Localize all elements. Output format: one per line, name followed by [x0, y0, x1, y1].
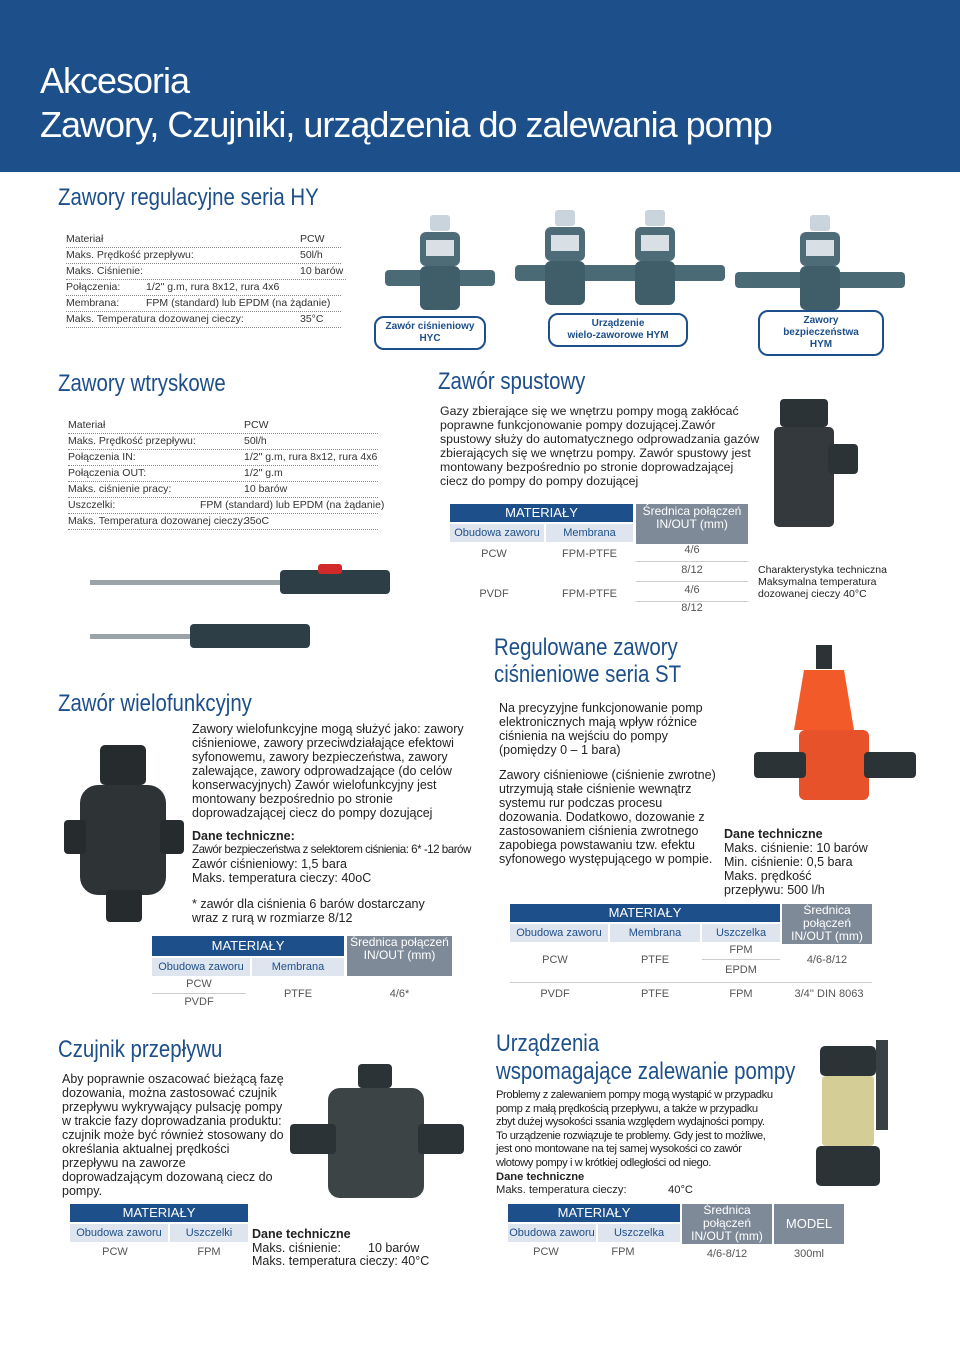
table-cell: FPM-PTFE — [562, 548, 617, 560]
column-header: Uszczelki — [170, 1224, 248, 1242]
table-header: MATERIAŁY — [70, 1204, 248, 1222]
column-header: Obudowa zaworu — [152, 958, 250, 976]
table-cell: FPM — [702, 944, 780, 960]
zalewanie-dane-title: Dane techniczne — [496, 1171, 585, 1183]
table-cell: PTFE — [283, 988, 313, 1000]
hyc-valve-image — [380, 210, 500, 320]
st-table — [510, 904, 872, 1004]
spec-row: Maks. Prędkość przepływu: 50l/h — [66, 248, 341, 264]
column-header: Membrana — [610, 924, 700, 942]
table-cell: 8/12 — [681, 602, 703, 614]
drain-valve-image — [770, 394, 860, 534]
wtryskowe-spec-list — [68, 418, 385, 530]
column-header: Membrana — [252, 958, 344, 976]
column-header: Średnica połączeń IN/OUT (mm) — [347, 936, 452, 976]
hym-safety-valve-image — [730, 210, 910, 320]
table-cell: PCW — [102, 1246, 128, 1258]
table-cell: 4/6-8/12 — [706, 1248, 748, 1260]
wtryskowe-title: Zawory wtryskowe — [58, 370, 226, 397]
table-cell: FPM — [611, 1246, 635, 1258]
column-header: Obudowa zaworu — [70, 1224, 168, 1242]
hy-spec-list — [66, 232, 346, 328]
table-cell: FPM — [197, 1246, 221, 1258]
wielofunkcyjny-dane-3: Maks. temperatura cieczy: 40oC — [192, 871, 372, 885]
hy-title: Zawory regulacyjne seria HY — [58, 184, 319, 211]
st-title: Regulowane zawory ciśnieniowe seria ST — [494, 634, 682, 688]
table-cell: FPM-PTFE — [562, 588, 617, 600]
column-header: Średnica połączeń IN/OUT (mm) — [782, 904, 872, 944]
table-cell: 8/12 — [636, 564, 748, 582]
table-cell: 3/4'' DIN 8063 — [794, 988, 864, 1000]
column-header: MODEL — [774, 1204, 844, 1244]
czujnik-title: Czujnik przepływu — [58, 1036, 223, 1063]
table-cell: PTFE — [640, 988, 670, 1000]
zalewanie-title: Urządzenia wspomagające zalewanie pompy — [496, 1030, 796, 1085]
spec-row: Połączenia: 1/2" g.m, rura 8x12, rura 4x6 — [66, 280, 341, 296]
spec-row: Maks. ciśnienie pracy: 10 barów — [68, 482, 378, 498]
wielofunkcyjny-dane-1: Zawór bezpieczeństwa z selektorem ciśnienia: 6* -12 barów — [192, 843, 471, 856]
spustowy-description: Gazy zbierające się we wnętrzu pompy mogą zakłócać poprawne funkcjonowanie pompy dozującej.Zawór spustowy służy do automatycznego odprowadzania gazów zbierających się we wnętrzu pompy. Zawór spustowy jest montowany bezpośrednio po stronie doprowadzającej ciecz do pompy do pompy dozującej — [440, 404, 760, 488]
hym-safety-label: Zawory bezpieczeństwa HYM — [758, 310, 884, 356]
wielofunkcyjny-dane-title: Dane techniczne: — [192, 829, 295, 843]
spec-row: Połączenia OUT: 1/2" g.m — [68, 466, 378, 482]
table-header: MATERIAŁY — [450, 504, 633, 522]
table-cell: 4/6 — [636, 544, 748, 562]
czujnik-dane-1-label: Maks. ciśnienie: — [252, 1241, 341, 1255]
spec-row: Materiał PCW — [66, 232, 341, 248]
column-header: Uszczelka — [702, 924, 780, 942]
spustowy-table — [450, 504, 748, 616]
table-divider — [510, 982, 872, 983]
spec-row: Maks. Prędkość przepływu: 50l/h — [68, 434, 378, 450]
table-cell: PVDF — [479, 588, 509, 600]
table-cell: PCW — [152, 978, 246, 994]
spustowy-note: Charakterystyka techniczna Maksymalna temperatura dozowanej cieczy 40°C — [758, 564, 887, 600]
spec-row: Maks. Temperatura dozowanej cieczy: 35°C — [66, 312, 341, 328]
spec-row: Membrana: FPM (standard) lub EPDM (na żądanie) — [66, 296, 341, 312]
zalewanie-description: Problemy z zalewaniem pompy mogą wystąpić w przypadku pomp z małą prędkością przepływu, a także w przypadku zbyt dużej wysokości ssania względem wydajności pompy. To urządzenie rozwiązuje te problemy. Gdy jest to możliwe, jest ono montowane na tej samej wysokości co zawór wlotowy pompy i w krótkiej odległości od niego. — [496, 1089, 773, 1169]
st-description-1: Na precyzyjne funkcjonowanie pomp elektronicznych mają wpływ różnice ciśnienia na wejściu do pompy (pomiędzy 0 – 1 bara) — [499, 701, 703, 757]
zalewanie-dane-label: Maks. temperatura cieczy: — [496, 1184, 627, 1196]
table-header: MATERIAŁY — [508, 1204, 680, 1222]
column-header: Obudowa zaworu — [510, 924, 608, 942]
hyc-label: Zawór ciśnieniowy HYC — [374, 316, 486, 350]
st-dane-4: przepływu: 500 l/h — [724, 883, 825, 897]
table-cell: PTFE — [640, 954, 670, 966]
column-header: Średnica połączeń IN/OUT (mm) — [636, 504, 748, 544]
column-header: Obudowa zaworu — [450, 524, 544, 542]
table-cell: PVDF — [540, 988, 570, 1000]
table-cell: FPM — [729, 988, 753, 1000]
czujnik-dane-title: Dane techniczne — [252, 1227, 351, 1241]
czujnik-dane-1-value: 10 barów — [368, 1241, 420, 1255]
czujnik-dane-2: Maks. temperatura cieczy: 40°C — [252, 1254, 430, 1268]
table-cell: 300ml — [794, 1248, 824, 1260]
wielofunkcyjny-footnote: * zawór dla ciśnienia 6 barów dostarczany wraz z rurą w rozmiarze 8/12 — [192, 897, 425, 925]
header-subtitle: Zawory, Czujniki, urządzenia do zalewania pomp — [40, 104, 772, 145]
st-description-2: Zawory ciśnieniowe (ciśnienie zwrotne) utrzymują stałe ciśnienie wewnątrz systemu rur podczas procesu dozowania. Dodatkowo, dozowanie z zastosowaniem ciśnienia zwrotnego zapobiega powstawaniu tzw. efektu syfonowego występującego w pompie. — [499, 768, 716, 866]
multifunction-valve-image — [60, 740, 190, 930]
spec-row: Maks. Temperatura dozowanej cieczy: 35oC — [68, 514, 378, 530]
spec-row: Maks. Ciśnienie: 10 barów — [66, 264, 346, 280]
st-valve-image — [744, 640, 924, 820]
hym-multivalve-image — [510, 205, 730, 315]
czujnik-table — [70, 1204, 250, 1266]
header-title: Akcesoria — [40, 60, 190, 101]
spustowy-title: Zawór spustowy — [438, 368, 586, 395]
wielofunkcyjny-description: Zawory wielofunkcyjne mogą służyć jako: zawory ciśnieniowe, zawory przeciwdziałające efektowi syfonowemu, zawory bezpieczeństwa, zawory zalewające, zawory odprowadzające (do celów konserwacyjnych) Zawór wielofunkcyjny jest montowany bezpośrednio po stronie doprowadzającej ciecz do pompy dozującej — [192, 722, 464, 820]
table-cell: 4/6* — [389, 988, 410, 1000]
injection-valves-image — [80, 550, 400, 660]
table-cell: PCW — [533, 1246, 559, 1258]
table-header: MATERIAŁY — [152, 936, 344, 956]
flow-sensor-image — [288, 1060, 468, 1220]
wielofunkcyjny-table — [152, 936, 452, 1016]
column-header: Uszczelka — [598, 1224, 680, 1242]
table-cell: 4/6-8/12 — [806, 954, 848, 966]
table-cell: PVDF — [184, 996, 214, 1008]
st-dane-title: Dane techniczne — [724, 827, 823, 841]
spec-row: Materiał PCW — [68, 418, 378, 434]
table-header: MATERIAŁY — [510, 904, 780, 922]
st-dane-3: Maks. prędkość — [724, 869, 812, 883]
priming-device-image — [800, 1030, 910, 1200]
wielofunkcyjny-dane-2: Zawór ciśnieniowy: 1,5 bara — [192, 857, 347, 871]
table-cell: PCW — [481, 548, 507, 560]
st-dane-2: Min. ciśnienie: 0,5 bara — [724, 855, 853, 869]
column-header: Membrana — [546, 524, 633, 542]
table-cell: 4/6 — [636, 584, 748, 602]
spec-row: Uszczelki: FPM (standard) lub EPDM (na żądanie) — [68, 498, 378, 514]
wielofunkcyjny-title: Zawór wielofunkcyjny — [58, 690, 252, 717]
spec-row: Połączenia IN: 1/2" g.m, rura 8x12, rura 4x6 — [68, 450, 378, 466]
zalewanie-dane-value: 40°C — [668, 1184, 693, 1196]
zalewanie-table — [508, 1204, 844, 1266]
st-dane-1: Maks. ciśnienie: 10 barów — [724, 841, 868, 855]
hym-label: Urządzenie wielo-zaworowe HYM — [548, 313, 688, 347]
column-header: Obudowa zaworu — [508, 1224, 596, 1242]
czujnik-description: Aby poprawnie oszacować bieżącą fazę dozowania, można zastosować czujnik przepływu wykrywający pulsację pompy w trakcie fazy doprowadzania produktu: czujnik może być również stosowany do określania aktualnej prędkości przepływu na zaworze doprowadzającym dozowaną ciecz do pompy. — [62, 1072, 284, 1198]
table-cell: PCW — [542, 954, 568, 966]
column-header: Średnica połączeń IN/OUT (mm) — [682, 1204, 772, 1244]
table-cell: EPDM — [725, 964, 757, 976]
